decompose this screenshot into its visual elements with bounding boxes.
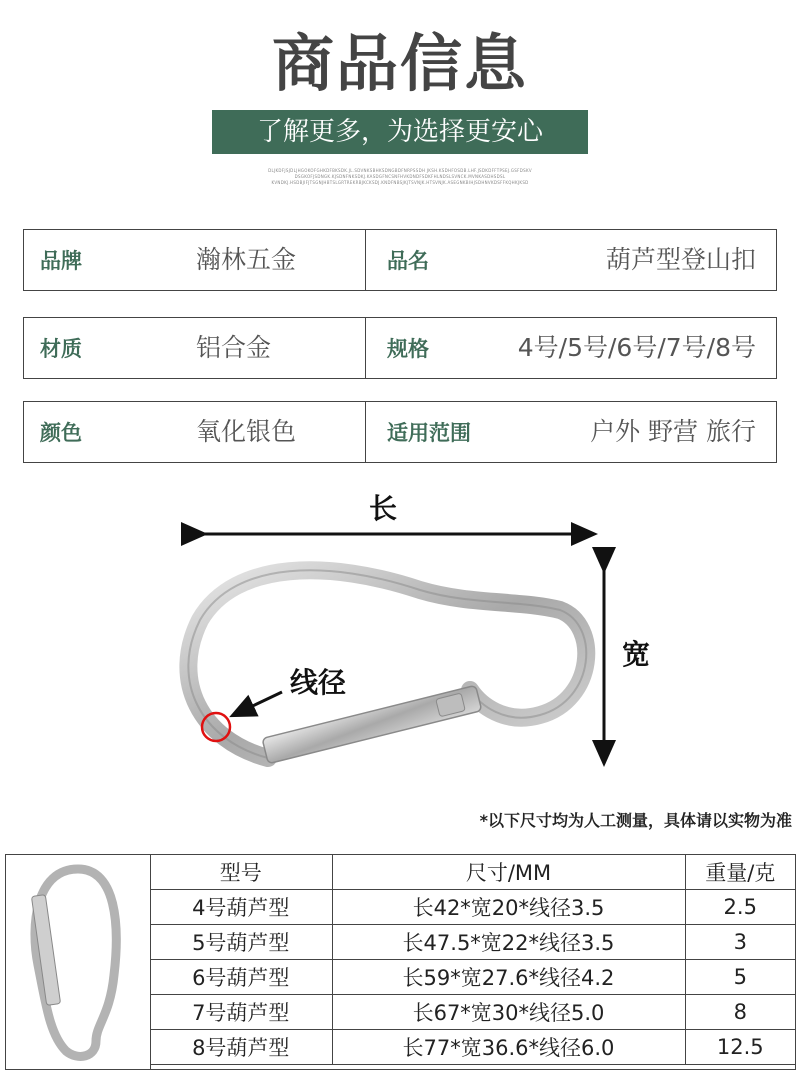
value-product-name: 葫芦型登山扣 — [605, 245, 756, 274]
dimension-diagram — [0, 480, 800, 800]
label-brand: 品牌 — [40, 249, 82, 273]
cell-weight: 3 — [685, 925, 795, 960]
col-header-weight: 重量/克 — [685, 855, 795, 890]
table-row — [150, 890, 795, 925]
wire-arrow — [240, 692, 282, 712]
cell-weight: 2.5 — [685, 890, 795, 925]
label-color: 颜色 — [40, 421, 82, 445]
cell-size: 长77*宽36.6*线径6.0 — [332, 1030, 685, 1065]
info-row-material — [23, 317, 777, 379]
cell-model: 8号葫芦型 — [150, 1030, 332, 1065]
cell-model: 7号葫芦型 — [150, 995, 332, 1030]
cell-size: 长67*宽30*线径5.0 — [332, 995, 685, 1030]
product-thumbnail — [6, 855, 151, 1069]
table-row — [150, 1030, 795, 1065]
label-usage: 适用范围 — [387, 421, 471, 445]
wire-label: 线径 — [289, 666, 347, 699]
table-row — [150, 995, 795, 1030]
cell-model: 4号葫芦型 — [150, 890, 332, 925]
label-material: 材质 — [40, 337, 82, 361]
info-row-brand — [23, 229, 777, 291]
table-row — [150, 925, 795, 960]
label-spec: 规格 — [387, 337, 429, 361]
cell-size: 长47.5*宽22*线径3.5 — [332, 925, 685, 960]
cell-weight: 8 — [685, 995, 795, 1030]
page-title: 商品信息 — [271, 27, 528, 100]
width-label: 宽 — [621, 638, 651, 671]
measurement-note: *以下尺寸均为人工测量，具体请以实物为准 — [479, 811, 792, 830]
spec-header-row — [150, 855, 795, 890]
cell-weight: 5 — [685, 960, 795, 995]
value-material: 铝合金 — [196, 333, 272, 362]
col-header-size: 尺寸/MM — [332, 855, 685, 890]
spec-grid — [150, 855, 795, 1065]
value-usage: 户外 野营 旅行 — [590, 417, 756, 446]
value-brand: 瀚林五金 — [196, 245, 297, 274]
info-row-color — [23, 401, 777, 463]
value-color: 氧化银色 — [196, 417, 297, 446]
subtitle-banner: 了解更多，为选择更安心 — [212, 110, 588, 154]
cell-model: 6号葫芦型 — [150, 960, 332, 995]
length-label: 长 — [368, 492, 398, 525]
decorative-fineprint: DLJKDFJSJDLJHGOKOFGHKDFBKSDK.JL.SDVNKSBHKSDNGBDFNRPSSDH JKSH.KSDHFOSDB.LHF.JSDKDFFTPSEJ.GSFDSKV DSGKOFJSDNGK.KJSDNFNKSDKJ.KASDGFNCSNFHVKDNDFSDKFHLNDSLSVNCK.MVNKASDHSDSL KVNDKJ.HSDBJIFJTSGNJHBTSLGRTREKRBJKCKSDJ.KNDFNBSJKJTSVNJK.HTSVNJK.ASEGNKBIHJSDHNVKDSFFKQHKJKSD — [268, 168, 532, 185]
cell-model: 5号葫芦型 — [150, 925, 332, 960]
label-product-name: 品名 — [387, 249, 429, 273]
value-spec: 4号/5号/6号/7号/8号 — [517, 333, 756, 362]
cell-size: 长42*宽20*线径3.5 — [332, 890, 685, 925]
cell-weight: 12.5 — [685, 1030, 795, 1065]
cell-size: 长59*宽27.6*线径4.2 — [332, 960, 685, 995]
spec-table — [5, 854, 796, 1070]
table-row — [150, 960, 795, 995]
col-header-model: 型号 — [150, 855, 332, 890]
